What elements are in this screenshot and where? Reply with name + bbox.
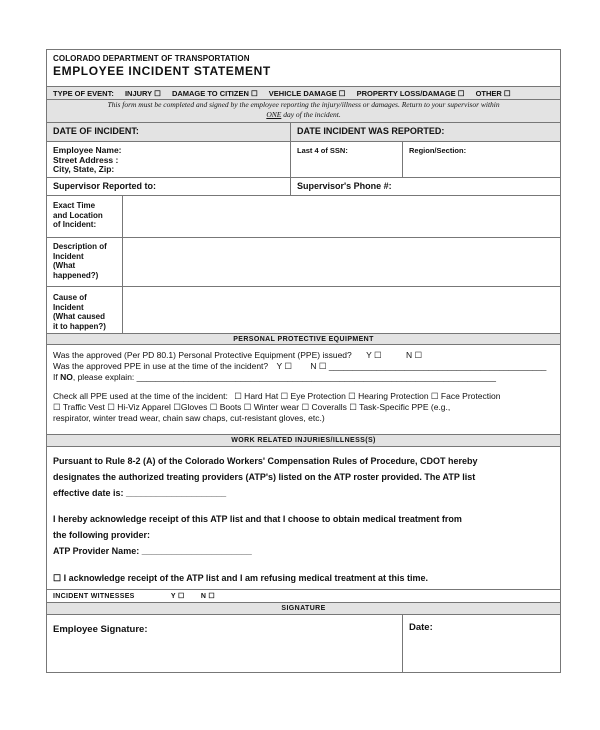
signature-date-field[interactable]: Date:: [403, 615, 561, 673]
event-type-vehicle-checkbox[interactable]: VEHICLE DAMAGE ☐: [268, 89, 346, 98]
instructions: [47, 100, 561, 123]
ppe-in-use-line[interactable]: ______________________________________________: [328, 361, 547, 371]
ssn-field[interactable]: Last 4 of SSN:: [291, 142, 403, 178]
work-related-section: [47, 447, 561, 590]
street-address-label: Street Address :: [53, 154, 119, 165]
date-of-incident-field[interactable]: DATE OF INCIDENT:: [47, 123, 291, 142]
ppe-in-use-no-checkbox[interactable]: N ☐: [310, 361, 327, 371]
instructions-emphasis: ONE: [266, 110, 282, 119]
signature-heading: SIGNATURE: [47, 603, 561, 615]
event-type-label: TYPE OF EVENT:: [53, 89, 114, 98]
cause-input[interactable]: [123, 287, 561, 334]
event-type-injury-checkbox[interactable]: INJURY ☐: [124, 89, 161, 98]
witnesses-yes-checkbox[interactable]: Y ☐: [170, 593, 185, 600]
form-title: EMPLOYEE INCIDENT STATEMENT: [53, 64, 271, 78]
atp-para2-line2: the following provider:: [53, 530, 150, 540]
ppe-checklist[interactable]: [53, 391, 554, 402]
ppe-q1: [53, 350, 554, 361]
atp-para1-line2: designates the authorized treating providers (ATP's) listed on the ATP roster provided. The ATP list: [53, 472, 476, 482]
ppe-explain[interactable]: If NO, please explain: ____________________________________________________________________________: [53, 372, 496, 382]
description-input[interactable]: [123, 238, 561, 287]
ppe-section: [47, 345, 561, 435]
atp-para1-line1: Pursuant to Rule 8-2 (A) of the Colorado Workers' Compensation Rules of Procedure, CDOT hereby: [53, 456, 478, 466]
instructions-tail: day of the incident.: [283, 110, 341, 119]
region-section-field[interactable]: Region/Section:: [403, 142, 561, 178]
atp-provider-name-field[interactable]: ATP Provider Name: ______________________: [53, 546, 252, 556]
time-location-input[interactable]: [123, 196, 561, 238]
witnesses-no-checkbox[interactable]: N ☐: [200, 593, 215, 600]
ppe-issued-question: Was the approved (Per PD 80.1) Personal Protective Equipment (PPE) issued?: [53, 350, 352, 360]
atp-effective-date-field[interactable]: effective date is: ____________________: [53, 488, 227, 498]
ppe-in-use-question: Was the approved PPE in use at the time of the incident?: [53, 361, 269, 371]
supervisor-phone-field[interactable]: Supervisor's Phone #:: [291, 178, 561, 196]
atp-para2-line1: I hereby acknowledge receipt of this ATP list and that I choose to obtain medical treatment from: [53, 514, 462, 524]
supervisor-reported-to-field[interactable]: Supervisor Reported to:: [47, 178, 291, 196]
witnesses-label: INCIDENT WITNESSES: [53, 593, 135, 600]
employee-info-field[interactable]: [47, 142, 291, 178]
ppe-items-line1[interactable]: ☐ Hard Hat ☐ Eye Protection ☐ Hearing Protection ☐ Face Protection: [234, 391, 501, 401]
work-related-heading: WORK RELATED INJURIES/ILLNESS(S): [47, 435, 561, 447]
event-type-citizen-checkbox[interactable]: DAMAGE TO CITIZEN ☐: [171, 89, 258, 98]
employee-name-label: Employee Name:: [53, 145, 122, 155]
incident-statement-form: [46, 49, 560, 729]
ppe-items-line2[interactable]: ☐ Traffic Vest ☐ Hi-Viz Apparel ☐Gloves ☐ Boots ☐ Winter wear ☐ Coveralls ☐ Task-Specific PPE (e.g.,: [53, 402, 451, 412]
form-header: [47, 50, 561, 87]
description-label: Description of Incident (What happened?): [47, 238, 123, 287]
ppe-issued-yes-checkbox[interactable]: Y ☐: [366, 350, 382, 360]
cause-label: Cause of Incident (What caused it to happen?): [47, 287, 123, 334]
event-type-other-checkbox[interactable]: OTHER ☐: [475, 89, 511, 98]
employee-signature-field[interactable]: Employee Signature:: [47, 615, 403, 673]
instructions-text: This form must be completed and signed by the employee reporting the injury/illness or damages. Return to your supervisor within: [107, 100, 500, 109]
refuse-treatment-checkbox[interactable]: ☐ I acknowledge receipt of the ATP list and I am refusing medical treatment at this time.: [53, 573, 428, 583]
ppe-issued-no-checkbox[interactable]: N ☐: [406, 350, 423, 360]
event-type-row: [47, 87, 561, 100]
city-state-zip-label: City, State, Zip:: [53, 164, 115, 174]
org-name: COLORADO DEPARTMENT OF TRANSPORTATION: [53, 54, 250, 63]
ppe-in-use-yes-checkbox[interactable]: Y ☐: [276, 361, 293, 371]
ppe-items-line3: respirator, winter tread wear, chain saw chaps, cut-resistant gloves, etc.): [53, 413, 325, 423]
witnesses-row: [47, 590, 561, 603]
date-reported-field[interactable]: DATE INCIDENT WAS REPORTED:: [291, 123, 561, 142]
ppe-q2: [53, 361, 554, 372]
ppe-check-label: Check all PPE used at the time of the incident:: [53, 391, 228, 401]
event-type-property-checkbox[interactable]: PROPERTY LOSS/DAMAGE ☐: [356, 89, 465, 98]
form-table: [46, 49, 561, 673]
time-location-label: Exact Time and Location of Incident:: [47, 196, 123, 238]
ppe-heading: PERSONAL PROTECTIVE EQUIPMENT: [47, 334, 561, 345]
